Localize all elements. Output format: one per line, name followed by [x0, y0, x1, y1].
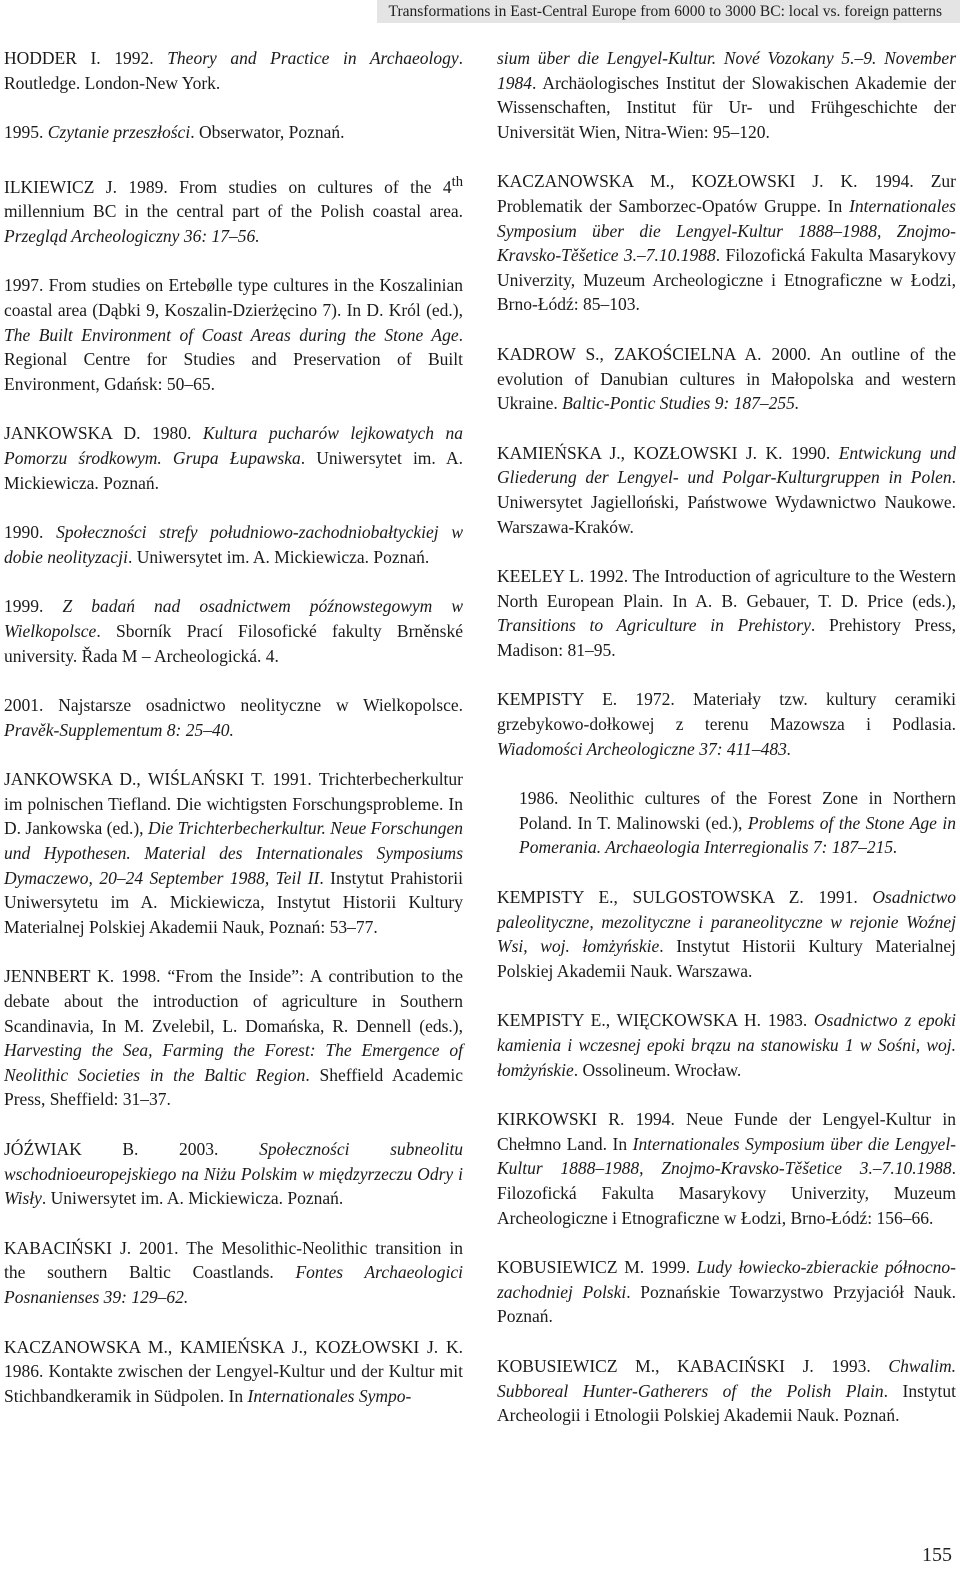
- reference-entry: [497, 342, 956, 416]
- reference-text: 1986. Neolithic cultures of the Forest Zone in Northern Poland. In T. Malinowski (ed.),: [519, 788, 956, 833]
- italic-text: Czytanie przeszłości: [47, 122, 191, 143]
- reference-entry: [497, 169, 956, 317]
- reference-entry: [497, 1255, 956, 1329]
- reference-text: . Uniwersytet Jagielloński, Państwowe Wydawnictwo Naukowe. Warszawa-Kraków.: [497, 467, 956, 537]
- reference-entry: [4, 1137, 463, 1211]
- italic-text: Pravěk-Supplementum 8: 25–40.: [4, 719, 234, 740]
- reference-entry: [497, 885, 956, 983]
- reference-entry: [497, 564, 956, 662]
- italic-text: Społeczności strefy południowo-zachodniobałtyckiej w dobie neolityzacji: [4, 522, 464, 567]
- italic-text: Theory and Practice in Archaeology: [167, 48, 459, 68]
- reference-text: KIRKOWSKI R. 1994. Neue Funde der Lengyel-Kultur in Chełmno Land. In: [497, 1109, 956, 1154]
- italic-text: The Built Environment of Coast Areas during the Stone Age: [4, 324, 459, 345]
- reference-text: KOBUSIEWICZ M., KABACIŃSKI J. 1993.: [497, 1355, 889, 1376]
- reference-entry: [4, 273, 463, 396]
- reference-text: KOBUSIEWICZ M. 1999.: [497, 1257, 697, 1278]
- reference-entry: [4, 1335, 463, 1409]
- reference-text: . Instytut Archeologii i Etnologii Polskiej Akademii Nauk. Poznań.: [497, 1380, 956, 1426]
- reference-text: KAMIEŃSKA J., KOZŁOWSKI J. K. 1990.: [497, 442, 839, 463]
- page-number: 155: [922, 1544, 952, 1566]
- reference-entry: [4, 1236, 463, 1310]
- reference-text: . Ossolineum. Wrocław.: [573, 1059, 742, 1080]
- reference-text: KACZANOWSKA M., KAMIEŃSKA J., KOZŁOWSKI J. K. 1986. Kontakte zwischen der Lengyel-Kultur und der Kultur mit Stichbandkeramik in Südpolen. In: [4, 1336, 463, 1406]
- reference-entry: [4, 594, 463, 668]
- reference-text: . Routledge. London-New York.: [4, 48, 463, 93]
- italic-text: Społeczności subneolitu wschodnioeuropejskiego na Niżu Polskim w międzyrzeczu Odry i Wisły: [4, 1139, 463, 1209]
- reference-entry: [497, 441, 956, 539]
- reference-text: HODDER I. 1992.: [4, 48, 168, 68]
- reference-text: 1999.: [4, 596, 63, 617]
- reference-entry: [4, 170, 463, 249]
- reference-text: JANKOWSKA D. 1980.: [4, 423, 203, 444]
- italic-text: Internationales Sympo-: [247, 1385, 412, 1406]
- reference-text: . Filozofická Fakulta Masarykovy Univerzity, Muzeum Archeologiczne i Etnograficzne w Łodzi, Brno-Łódź: 156–66.: [497, 1158, 956, 1228]
- italic-text: sium über die Lengyel-Kultur. Nové Vozokany 5.–9. November 1984: [497, 48, 956, 93]
- reference-text: . Obserwator, Poznań.: [190, 122, 345, 143]
- reference-text: . Poznańskie Towarzystwo Przyjaciół Nauk. Poznań.: [497, 1281, 956, 1327]
- reference-entry: [4, 120, 463, 145]
- reference-text: . Archäologisches Institut der Slowakischen Akademie der Wissenschaften, Institut für Ur- und Frühgeschichte der Universität Wien, Nitra-Wien: 95–120.: [497, 72, 956, 142]
- italic-text: Problems of the Stone Age in Pomerania. Archaeologia Interregionalis 7: 187–215.: [519, 812, 956, 858]
- reference-entry: [497, 786, 956, 860]
- italic-text: Fontes Archaeologici Posnanienses 39: 129–62.: [4, 1262, 463, 1307]
- reference-entry: [497, 46, 956, 144]
- italic-text: Internationales Symposium über die Lengyel-Kultur 1888–1988, Znojmo-Kravsko-Těšetice 3.–7.10.1988: [497, 195, 956, 266]
- italic-text: Internationales Symposium über die Lengyel-Kultur 1888–1988, Znojmo-Kravsko-Těšetice 3.–7.10.1988: [497, 1133, 957, 1179]
- italic-text: Z badań nad osadnictwem późnowstegowym w Wielkopolsce: [4, 596, 463, 641]
- italic-text: Harvesting the Sea, Farming the Forest: The Emergence of Neolithic Societies in the Baltic Region: [4, 1040, 463, 1085]
- reference-text: . Sborník Prací Filosofické fakulty Brněnské university. Řada M – Archeologická. 4.: [4, 620, 463, 666]
- superscript: th: [451, 173, 463, 190]
- reference-text: . Uniwersytet im. A. Mickiewicza. Poznań.: [127, 546, 430, 567]
- reference-text: . Uniwersytet im. A. Mickiewicza. Poznań.: [41, 1188, 344, 1209]
- reference-text: millennium BC in the central part of the Polish coastal area.: [4, 201, 463, 222]
- reference-text: KEMPISTY E., SULGOSTOWSKA Z. 1991.: [497, 887, 873, 908]
- italic-text: Baltic-Pontic Studies 9: 187–255.: [562, 393, 800, 414]
- reference-entry: [4, 767, 463, 939]
- reference-text: . Prehistory Press, Madison: 81–95.: [497, 615, 956, 660]
- reference-text: JÓŹWIAK B. 2003.: [4, 1139, 260, 1160]
- italic-text: Osadnictwo paleolityczne, mezolityczne i paraneolityczne w rejonie Woźnej Wsi, woj. łomżyńskie: [497, 887, 956, 957]
- reference-text: . Uniwersytet im. A. Mickiewicza. Poznań.: [4, 447, 463, 493]
- reference-text: 1990.: [4, 522, 57, 543]
- running-head: Transformations in East-Central Europe from 6000 to 3000 BC: local vs. foreign patterns: [377, 0, 960, 23]
- italic-text: Die Trichterbecherkultur. Neue Forschungen und Hypothesen. Material des Internationales Symposiums Dymaczewo, 20–24 September 1988, Teil II: [4, 818, 463, 888]
- reference-text: JENNBERT K. 1998. “From the Inside”: A contribution to the debate about the introduction of agriculture in Southern Scandinavia, In M. Zvelebil, L. Domańska, R. Dennell (eds.),: [4, 966, 463, 1036]
- reference-entry: [497, 1107, 956, 1230]
- italic-text: Kultura pucharów lejkowatych na Pomorzu środkowym. Grupa Łupawska: [4, 423, 463, 468]
- right-column: [497, 46, 956, 1453]
- reference-text: JANKOWSKA D., WIŚLAŃSKI T. 1991. Trichterbecherkultur im polnischen Tiefland. Die wichtigsten Forschungsprobleme. In D. Jankowska (ed.),: [4, 769, 463, 839]
- reference-text: ILKIEWICZ J. 1989. From studies on cultures of the 4: [4, 176, 452, 197]
- reference-entry: [4, 421, 463, 495]
- left-column: [4, 46, 463, 1433]
- reference-text: . Regional Centre for Studies and Preservation of Built Environment, Gdańsk: 50–65.: [4, 324, 463, 394]
- reference-text: . Sheffield Academic Press, Sheffield: 31–37.: [4, 1064, 463, 1110]
- reference-text: KEELEY L. 1992. The Introduction of agriculture to the Western North European Plain. In A. B. Gebauer, T. D. Price (eds.),: [497, 566, 956, 611]
- reference-text: 1997. From studies on Ertebølle type cultures in the Koszalinian coastal area (Dąbki 9, Koszalin-Dzierżęcino 7). In D. Król (ed.),: [4, 275, 463, 320]
- italic-text: Entwickung und Gliederung der Lengyel- und Polgar-Kulturgruppen in Polen: [497, 442, 956, 488]
- reference-text: KABACIŃSKI J. 2001. The Mesolithic-Neolithic transition in the southern Baltic Coastlands.: [4, 1237, 463, 1283]
- italic-text: Wiadomości Archeologiczne 37: 411–483.: [497, 738, 792, 759]
- italic-text: Transitions to Agriculture in Prehistory: [497, 615, 811, 636]
- italic-text: Chwalim. Subboreal Hunter-Gatherers of the Polish Plain: [497, 1355, 956, 1401]
- reference-entry: [497, 1354, 956, 1428]
- italic-text: Ludy łowiecko-zbierackie północno-zachodniej Polski: [497, 1257, 956, 1302]
- reference-entry: [4, 964, 463, 1112]
- italic-text: Przegląd Archeologiczny 36: 17–56.: [4, 225, 260, 246]
- reference-text: KEMPISTY E., WIĘCKOWSKA H. 1983.: [497, 1010, 815, 1031]
- reference-text: KADROW S., ZAKOŚCIELNA A. 2000. An outline of the evolution of Danubian cultures in Małopolska and western Ukraine.: [497, 343, 956, 414]
- reference-text: KEMPISTY E. 1972. Materiały tzw. kultury ceramiki grzebykowo-dołkowej z terenu Mazowsza i Podlasia.: [497, 689, 956, 735]
- reference-text: 2001. Najstarsze osadnictwo neolityczne w Wielkopolsce.: [4, 695, 463, 716]
- reference-text: . Filozofická Fakulta Masarykovy Univerzity, Muzeum Archeologiczne i Etnograficzne w Łodzi, Brno-Łódź: 85–103.: [497, 245, 956, 315]
- reference-text: 1995.: [4, 122, 48, 143]
- reference-text: KACZANOWSKA M., KOZŁOWSKI J. K. 1994. Zur Problematik der Samborzec-Opatów Gruppe. In: [497, 171, 956, 216]
- reference-entry: [497, 1008, 956, 1082]
- reference-entry: [497, 687, 956, 761]
- reference-entry: [4, 693, 463, 742]
- reference-entry: [4, 520, 463, 569]
- reference-entry: [4, 46, 463, 95]
- reference-text: . Instytut Historii Kultury Materialnej Polskiej Akademii Nauk. Warszawa.: [497, 936, 957, 981]
- reference-text: . Instytut Prahistorii Uniwersytetu im A. Mickiewicza, Instytut Historii Kultury Materialnej Polskiej Akademii Nauk, Poznań: 53–77.: [4, 867, 464, 937]
- italic-text: Osadnictwo z epoki kamienia i wczesnej epoki brązu na stanowisku 1 w Sośni, woj. łomżyńskie: [497, 1010, 956, 1080]
